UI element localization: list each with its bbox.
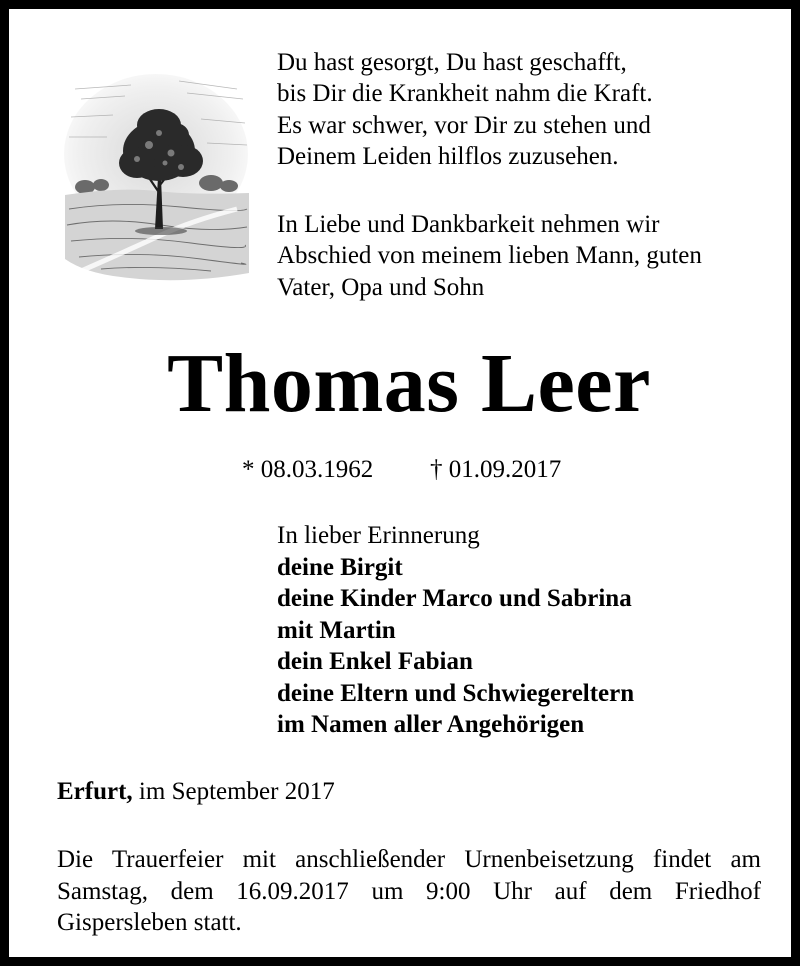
life-dates	[242, 455, 562, 485]
farewell-line: In Liebe und Dankbarkeit nehmen wir	[277, 211, 660, 238]
mourners-intro: In lieber Erinnerung	[277, 522, 480, 549]
poem-line: Du hast gesorgt, Du hast geschafft,	[277, 49, 627, 76]
ceremony-notice: Die Trauerfeier mit anschließender Urnenbeisetzung findet am Samstag, dem 16.09.2017 um 9:00 Uhr auf dem Friedhof Gispersleben statt.	[57, 846, 761, 936]
mourners-list	[277, 520, 777, 741]
farewell-text	[277, 209, 777, 303]
deceased-name: Thomas Leer	[167, 337, 651, 430]
mourner-name: dein Enkel Fabian	[277, 648, 473, 675]
poem-verse	[277, 47, 777, 172]
place-name: Erfurt,	[57, 778, 133, 805]
mourner-name: deine Birgit	[277, 553, 403, 581]
birth-date: * 08.03.1962	[242, 456, 374, 483]
farewell-line: Abschied von meinem lieben Mann, guten	[277, 242, 702, 270]
notice-date: im September 2017	[138, 778, 335, 805]
poem-line: bis Dir die Krankheit nahm die Kraft.	[277, 80, 653, 108]
mourner-name: im Namen aller Angehörigen	[277, 711, 585, 738]
mourner-name: deine Kinder Marco und Sabrina	[277, 585, 632, 612]
death-date: † 01.09.2017	[430, 456, 562, 483]
mourner-name: mit Martin	[277, 616, 396, 644]
tree-landscape-icon	[61, 59, 251, 291]
place-and-date	[57, 777, 335, 807]
poem-line: Deinem Leiden hilflos zuzusehen.	[277, 142, 619, 170]
poem-line: Es war schwer, vor Dir zu stehen und	[277, 111, 651, 139]
farewell-line: Vater, Opa und Sohn	[277, 273, 485, 301]
mourner-name: deine Eltern und Schwiegereltern	[277, 679, 635, 707]
